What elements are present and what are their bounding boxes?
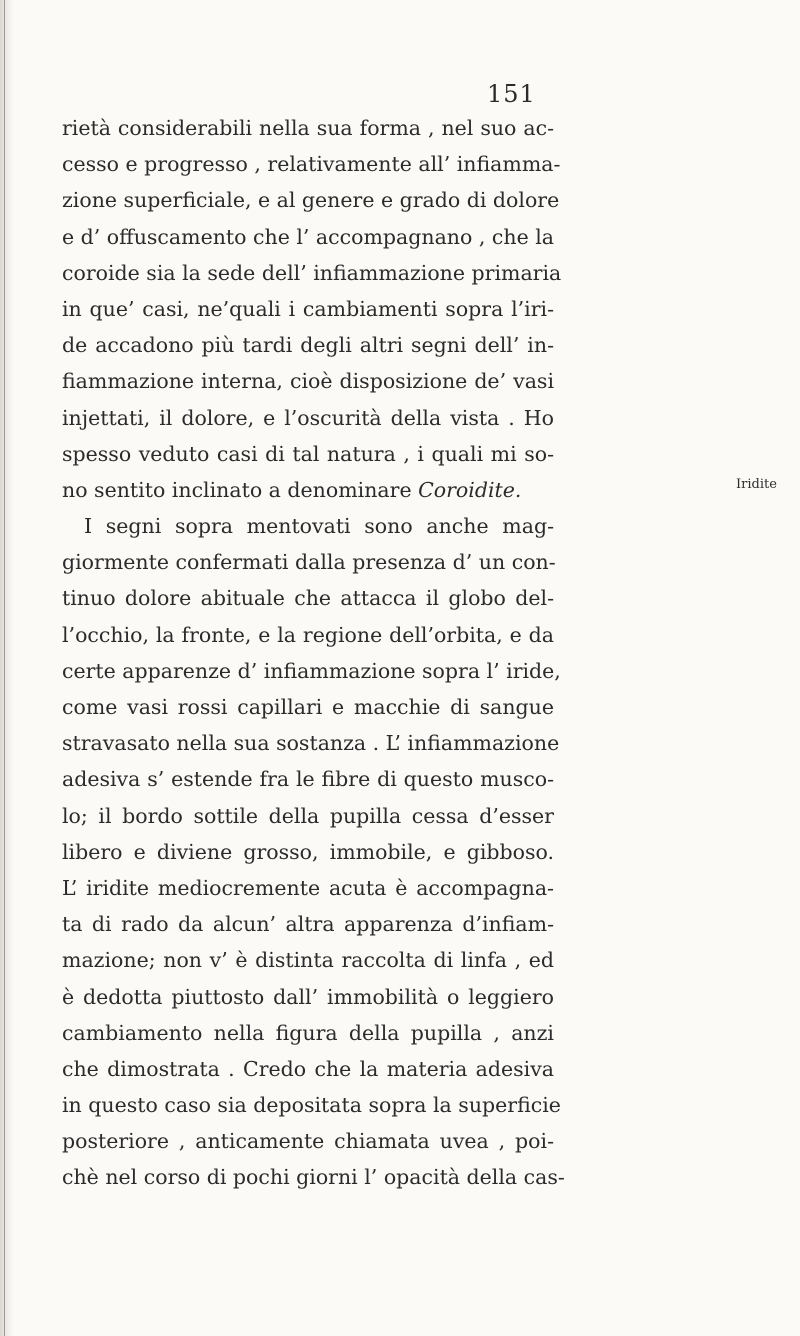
text-line: de accadono più tardi degli altri segni dell’ in- (62, 333, 554, 358)
binding-edge (4, 0, 5, 1336)
text-line: ta di rado da alcun’ altra apparenza d’infiam- (62, 912, 554, 937)
text-line: certe apparenze d’ infiammazione sopra l’ iride, (62, 658, 561, 683)
text-line: libero e diviene grosso, immobile, e gibboso. (62, 839, 554, 864)
text-line: tinuo dolore abituale che attacca il globo del- (62, 586, 554, 611)
text-line: come vasi rossi capillari e macchie di sangue (62, 695, 554, 719)
text-line: spesso veduto casi di tal natura , i quali mi so- (62, 441, 554, 466)
body-text (62, 110, 565, 1196)
text-line: cambiamento nella figura della pupilla , anzi (62, 1020, 554, 1045)
text-line: che dimostrata . Credo che la materia adesiva (62, 1056, 554, 1081)
text-line: in que’ casi, ne’quali i cambiamenti sopra l’iri- (62, 296, 554, 321)
text-line: in questo caso sia depositata sopra la superficie (62, 1093, 561, 1118)
text-line: stravasato nella sua sostanza . L’ infiammazione (62, 731, 560, 756)
page-gutter-shadow (0, 0, 14, 1336)
text-line: injettati, il dolore, e l’oscurità della vista . Ho (62, 405, 554, 430)
text-line: lo; il bordo sottile della pupilla cessa d’esser (62, 803, 554, 828)
text-line: e d’ offuscamento che l’ accompagnano , che la (62, 224, 554, 249)
text-line: posteriore , anticamente chiamata uvea , poi- (62, 1129, 554, 1154)
text-line: zione superficiale, e al genere e grado di dolore (62, 188, 560, 213)
text-line: cesso e progresso , relativamente all’ infiamma- (62, 152, 561, 177)
text-line: mazione; non v’ è distinta raccolta di linfa , ed (62, 948, 554, 973)
text-line: è dedotta piuttosto dall’ immobilità o leggiero (62, 984, 554, 1009)
italic-term: Coroidite. (418, 477, 522, 502)
text-line: chè nel corso di pochi giorni l’ opacità della cas- (62, 1165, 565, 1190)
text-line: adesiva s’ estende fra le fibre di questo musco- (62, 767, 554, 792)
text-line: fiammazione interna, cioè disposizione de’ vasi (62, 369, 554, 394)
margin-note: Iridite (736, 477, 777, 492)
text-line: giormente confermati dalla presenza d’ un con- (62, 550, 556, 575)
text-line: L’ iridite mediocremente acuta è accompagna- (62, 875, 554, 900)
text-line: coroide sia la sede dell’ infiammazione primaria (62, 260, 562, 285)
text-line: rietà considerabili nella sua forma , nel suo ac- (62, 116, 554, 140)
text-line: l’occhio, la fronte, e la regione dell’orbita, e da (62, 622, 554, 647)
text-line-paragraph-start: I segni sopra mentovati sono anche mag- (84, 514, 554, 539)
text-line-content: no sentito inclinato a denominare (62, 477, 412, 502)
page-number: 151 (487, 80, 536, 108)
text-line-paragraph-end (62, 472, 554, 508)
